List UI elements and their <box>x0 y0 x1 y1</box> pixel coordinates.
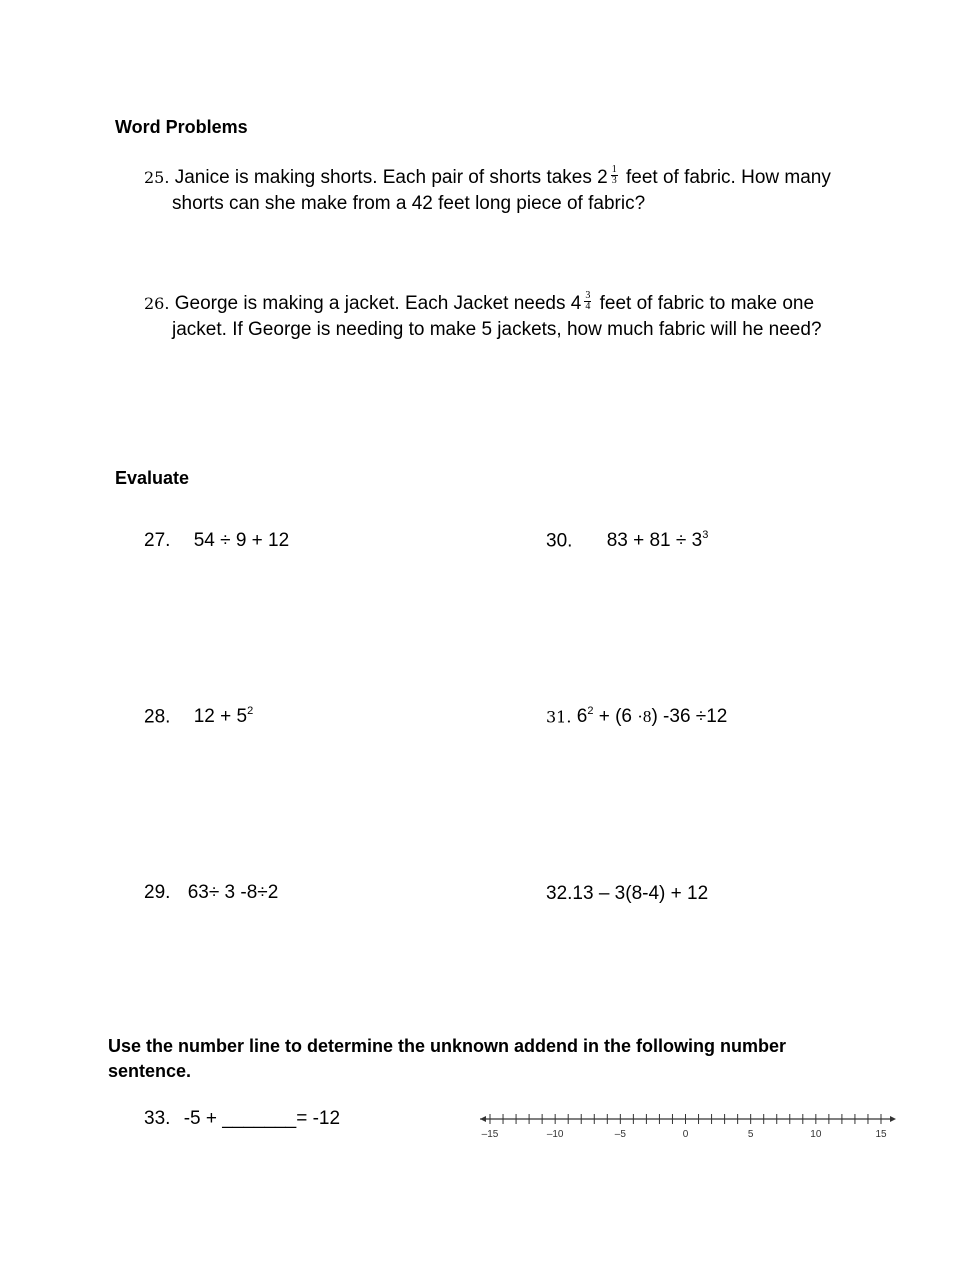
number-line <box>476 1108 900 1144</box>
question-30 <box>546 530 708 552</box>
question-number: 28. <box>144 706 171 728</box>
question-number: 31. <box>546 707 572 727</box>
section-heading-word-problems: Word Problems <box>115 117 248 137</box>
question-number: 33. <box>144 1108 171 1129</box>
question-28 <box>144 706 253 728</box>
question-number: 26. <box>144 294 170 313</box>
question-29 <box>144 882 278 904</box>
question-25 <box>144 164 831 189</box>
expression: $83 + 81 \div 3^3$ <box>606 529 709 552</box>
question-text: feet of fabric. How many <box>626 167 831 188</box>
arrow-right-icon <box>890 1116 896 1122</box>
expression: 13 – 3(8-4) + 12 <box>572 883 709 904</box>
question-31 <box>546 706 727 728</box>
number-line-label: –15 <box>481 1129 499 1140</box>
question-number: 27. <box>144 530 171 551</box>
expression: 63÷ 3 -8÷2 <box>187 882 279 903</box>
question-number: 29. <box>144 882 171 903</box>
expression: 54 ÷ 9 + 12 <box>193 530 290 551</box>
question-27 <box>144 530 289 552</box>
number-line-label: 10 <box>810 1129 822 1140</box>
question-text: George is making a jacket. Each Jacket needs 4 <box>174 293 582 314</box>
number-line-label: 15 <box>875 1129 887 1140</box>
expression: -5 + _______= -12 <box>183 1108 341 1129</box>
arrow-left-icon <box>480 1116 486 1122</box>
question-number: 25. <box>144 168 170 187</box>
question-text: feet of fabric to make one <box>599 293 815 314</box>
number-line-label: 5 <box>747 1129 754 1140</box>
section-heading-evaluate: Evaluate <box>115 468 190 488</box>
number-line-label: 0 <box>682 1129 689 1140</box>
question-number: 32. <box>546 883 573 904</box>
question-32 <box>546 883 708 905</box>
question-text: Janice is making shorts. Each pair of shorts takes 2 <box>174 167 608 188</box>
number-line-label: –5 <box>614 1129 626 1140</box>
question-26-line-2: jacket. If George is needing to make 5 jackets, how much fabric will he need? <box>172 319 822 340</box>
fraction: $\frac{3}{4}$ <box>585 290 591 313</box>
question-33 <box>144 1108 340 1130</box>
expression: $6^2 + (6 \cdot 8)$ -36 ÷12 <box>576 705 728 728</box>
question-25-line-2: shorts can she make from a 42 feet long piece of fabric? <box>172 193 646 214</box>
question-number: 30. <box>546 530 573 552</box>
expression: $12 + 5^2$ <box>193 705 254 728</box>
question-26 <box>144 290 815 315</box>
number-line-instructions: Use the number line to determine the unknown addend in the following number sentence. <box>108 1036 787 1081</box>
number-line-label: –10 <box>546 1129 564 1140</box>
fraction: $\frac{1}{3}$ <box>611 164 617 187</box>
